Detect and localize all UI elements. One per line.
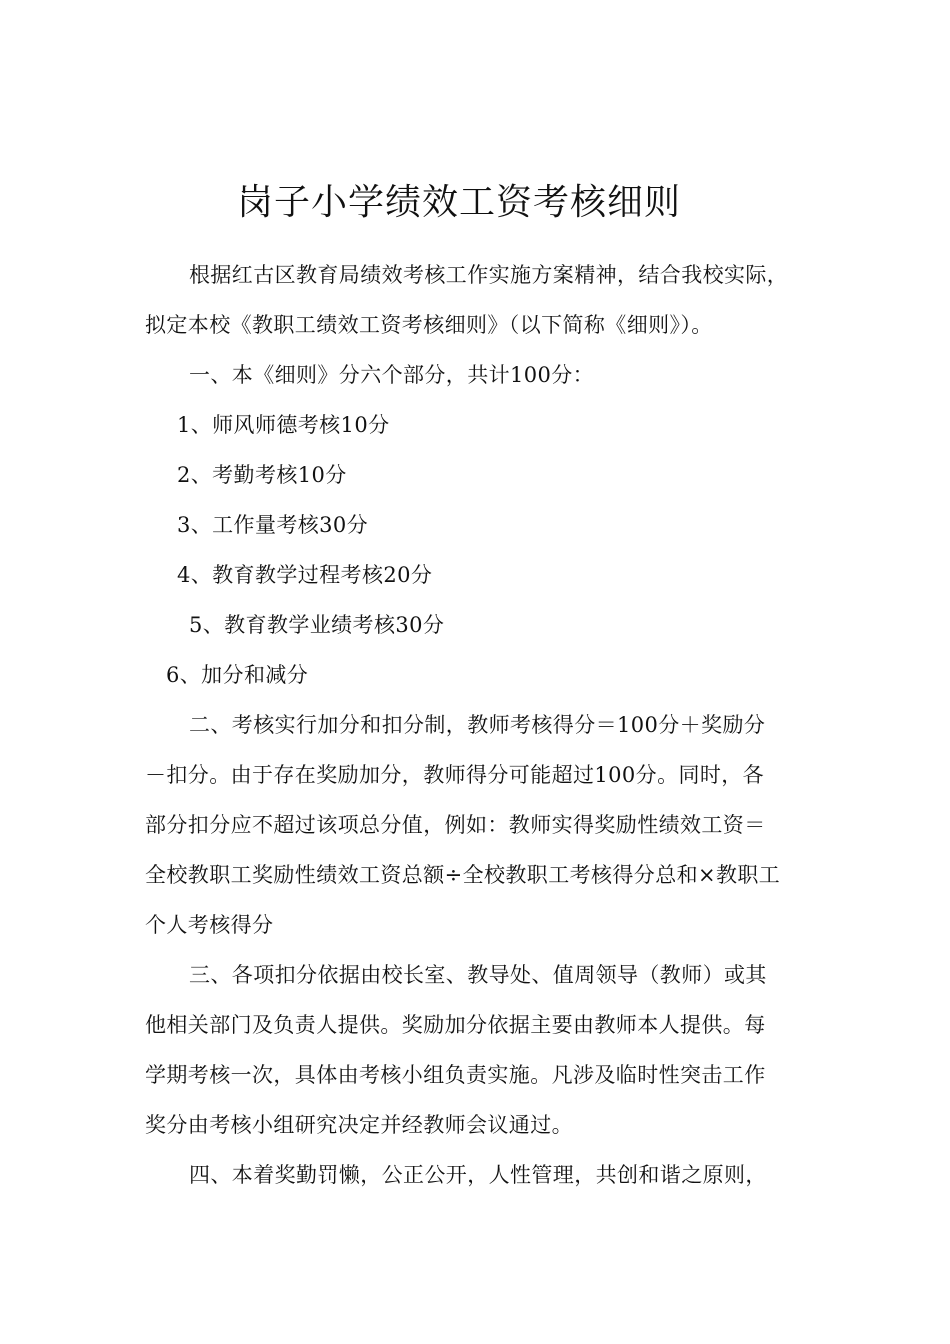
paragraph-intro-line-1: 根据红古区教育局绩效考核工作实施方案精神，结合我校实际，	[189, 263, 789, 287]
section-3-line-4: 奖分由考核小组研究决定并经教师会议通过。	[145, 1113, 573, 1137]
section-3-line-2: 他相关部门及负责人提供。奖励加分依据主要由教师本人提供。每	[145, 1013, 766, 1037]
list-item-6: 6、加分和减分	[166, 663, 309, 687]
section-2-line-3: 部分扣分应不超过该项总分值，例如：教师实得奖励性绩效工资＝	[145, 813, 766, 837]
section-2-line-2: －扣分。由于存在奖励加分，教师得分可能超过100分。同时，各	[145, 763, 765, 787]
section-2-line-5: 个人考核得分	[145, 913, 274, 937]
section-2-line-4: 全校教职工奖励性绩效工资总额÷全校教职工考核得分总和×教职工	[145, 863, 781, 887]
list-item-1: 1、师风师德考核10分	[177, 413, 390, 437]
paragraph-intro-line-2: 拟定本校《教职工绩效工资考核细则》（以下简称《细则》）。	[145, 313, 713, 337]
list-item-5: 5、教育教学业绩考核30分	[189, 613, 445, 637]
document-title: 岗子小学绩效工资考核细则	[236, 182, 681, 223]
list-item-2: 2、考勤考核10分	[177, 463, 347, 487]
section-3-line-1: 三、各项扣分依据由校长室、教导处、值周领导（教师）或其	[189, 963, 767, 987]
section-4-line-1: 四、本着奖勤罚懒，公正公开，人性管理，共创和谐之原则，	[189, 1163, 767, 1187]
list-item-3: 3、工作量考核30分	[177, 513, 369, 537]
section-1-heading: 一、本《细则》分六个部分，共计100分：	[189, 363, 595, 387]
list-item-4: 4、教育教学过程考核20分	[177, 563, 433, 587]
section-3-line-3: 学期考核一次，具体由考核小组负责实施。凡涉及临时性突击工作	[145, 1063, 766, 1087]
section-2-line-1: 二、考核实行加分和扣分制，教师考核得分＝100分＋奖励分	[189, 713, 766, 737]
